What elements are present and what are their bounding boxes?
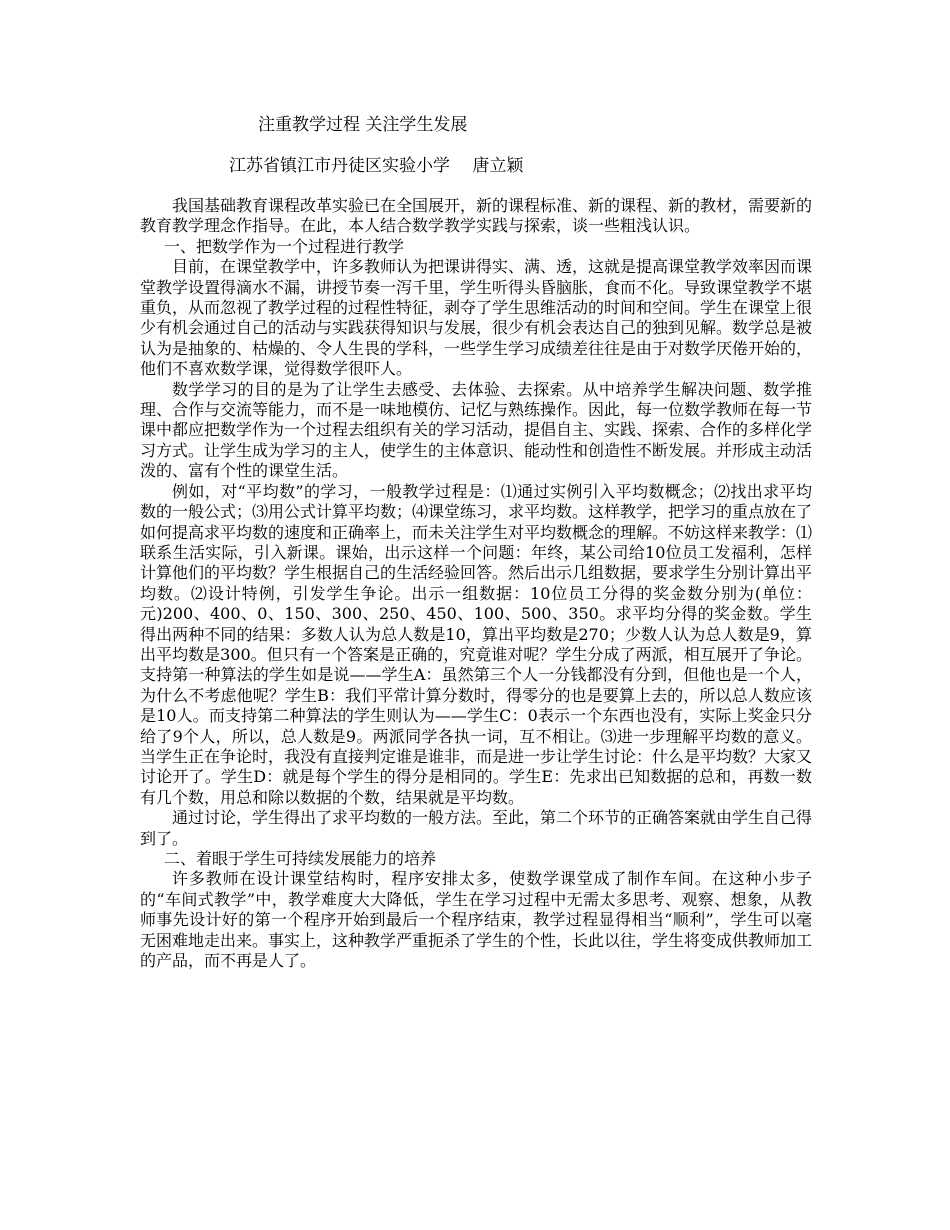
section-heading-1: 一、把数学作为一个过程进行教学 bbox=[164, 236, 405, 256]
section-heading-2: 二、着眼于学生可持续发展能力的培养 bbox=[164, 849, 437, 868]
body-paragraph: 目前，在课堂教学中，许多教师认为把课讲得实、满、透，这就是提高课堂教学效率因而课堂教学设置得滴水不漏，讲授节奏一泻千里，学生听得头昏脑胀，食而不化。导致课堂教学不堪重负，从而忽视了教学过程的过程性特征，剥夺了学生思维活动的时间和空间。学生在课堂上很少有机会通过自己的活动与实践获得知识与发展，很少有机会表达自己的独到见解。数学总是被认为是抽象的、枯燥的、令人生畏的学科，一些学生学习成绩差往往是由于对数学厌倦开始的，他们不喜欢数学课，觉得数学很吓人。 bbox=[140, 257, 813, 379]
page-title: 注重教学过程 关注学生发展 bbox=[258, 115, 468, 135]
body-paragraph: 通过讨论，学生得出了求平均数的一般方法。至此，第二个环节的正确答案就由学生自己得到了。 bbox=[140, 808, 813, 848]
body-paragraph: 数学学习的目的是为了让学生去感受、去体验、去探索。从中培养学生解决问题、数学推理、合作与交流等能力，而不是一味地模仿、记忆与熟练操作。因此，每一位数学教师在每一节课中都应把数学作为一个过程去组织有关的学习活动，提倡自主、实践、探索、合作的多样化学习方式。让学生成为学习的主人，使学生的主体意识、能动性和创造性不断发展。并形成主动活泼的、富有个性的课堂生活。 bbox=[140, 379, 813, 481]
author-line: 江苏省镇江市丹徒区实验小学 唐立颖 bbox=[229, 156, 524, 176]
example-paragraph: 例如，对“平均数”的学习，一般教学过程是：⑴通过实例引入平均数概念；⑵找出求平均数的一般公式；⑶用公式计算平均数；⑷课堂练习，求平均数。这样教学，把学习的重点放在了如何提高求平均数的速度和正确率上，而未关注学生对平均数概念的理解。不妨这样来教学：⑴联系生活实际，引入新课。课始，出示这样一个问题：年终，某公司给10位员工发福利，怎样计算他们的平均数？学生根据自己的生活经验回答。然后出示几组数据，要求学生分别计算出平均数。⑵设计特例，引发学生争论。出示一组数据：10位员工分得的奖金数分别为(单位：元)200、400、0、150、300、250、450、100、500、350。求平均分得的奖金数。学生得出两种不同的结果：多数人认为总人数是10，算出平均数是270；少数人认为总人数是9，算出平均数是300。但只有一个答案是正确的，究竟谁对呢？学生分成了两派，相互展开了争论。支持第一种算法的学生如是说——学生A：虽然第三个人一分钱都没有分到，但他也是一个人，为什么不考虑他呢？学生B：我们平常计算分数时，得零分的也是要算上去的，所以总人数应该是10人。而支持第二种算法的学生则认为——学生C：0表示一个东西也没有，实际上奖金只分给了9个人，所以，总人数是9。两派同学各执一词，互不相让。⑶进一步理解平均数的意义。当学生正在争论时，我没有直接判定谁是谁非，而是进一步让学生讨论：什么是平均数？大家又讨论开了。学生D：就是每个学生的得分是相同的。学生E：先求出已知数据的总和，再数一数有几个数，用总和除以数据的个数，结果就是平均数。 bbox=[140, 481, 813, 807]
body-paragraph: 许多教师在设计课堂结构时，程序安排太多，使数学课堂成了制作车间。在这种小步子的“车间式教学”中，教学难度大大降低，学生在学习过程中无需太多思考、观察、想象，从教师事先设计好的第一个程序开始到最后一个程序结束，教学过程显得相当“顺利”，学生可以毫无困难地走出来。事实上，这种教学严重扼杀了学生的个性，长此以往，学生将变成供教师加工的产品，而不再是人了。 bbox=[140, 869, 813, 971]
intro-paragraph: 我国基础教育课程改革实验已在全国展开，新的课程标准、新的课程、新的教材，需要新的教育教学理念作指导。在此，本人结合数学教学实践与探索，谈一些粗浅认识。 bbox=[140, 196, 813, 236]
document-body bbox=[140, 196, 812, 971]
